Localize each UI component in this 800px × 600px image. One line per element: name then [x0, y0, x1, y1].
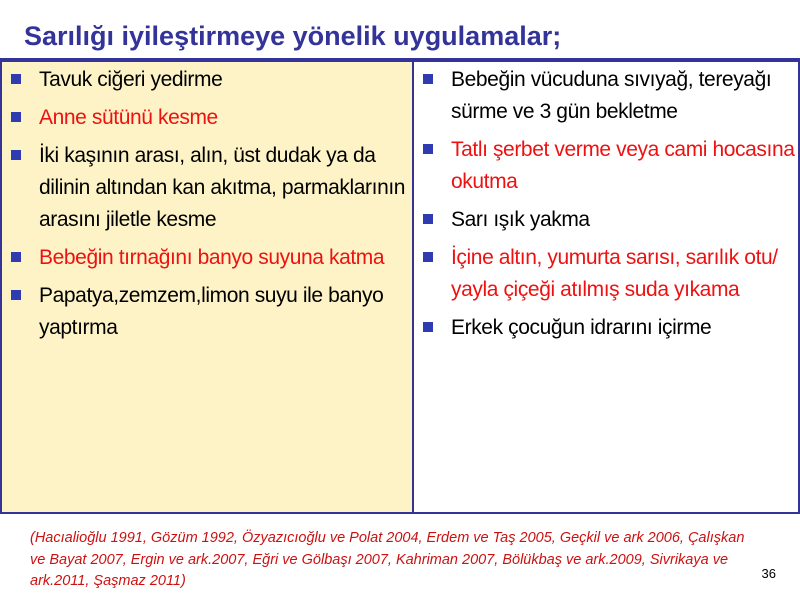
page-number: 36 — [761, 566, 776, 581]
list-item — [414, 134, 798, 198]
list-item — [414, 312, 798, 344]
bullet-text: Erkek çocuğun idrarını içirme — [451, 316, 712, 339]
right-bullet-list — [414, 62, 798, 350]
square-bullet-icon — [423, 252, 433, 262]
bullet-text: İçine altın, yumurta sarısı, sarılık otu/ yayla çiçeği atılmış suda yıkama — [451, 246, 778, 301]
square-bullet-icon — [11, 112, 21, 122]
square-bullet-icon — [423, 74, 433, 84]
slide-title: Sarılığı iyileştirmeye yönelik uygulamalar; — [24, 21, 562, 51]
list-item — [2, 280, 414, 344]
list-item — [2, 242, 414, 274]
square-bullet-icon — [423, 144, 433, 154]
bullet-text: Bebeğin vücuduna sıvıyağ, tereyağı sürme ve 3 gün bekletme — [451, 68, 772, 123]
list-item — [2, 64, 414, 96]
list-item — [2, 102, 414, 134]
bullet-text: İki kaşının arası, alın, üst dudak ya da dilinin altından kan akıtma, parmaklarının arasını jiletle kesme — [39, 144, 406, 231]
square-bullet-icon — [11, 252, 21, 262]
bullet-text: Tatlı şerbet verme veya cami hocasına okutma — [451, 138, 795, 193]
square-bullet-icon — [11, 290, 21, 300]
list-item — [414, 204, 798, 236]
square-bullet-icon — [423, 322, 433, 332]
bullet-text: Sarı ışık yakma — [451, 208, 590, 231]
bullet-text: Anne sütünü kesme — [39, 106, 218, 129]
square-bullet-icon — [11, 74, 21, 84]
left-bullet-list — [2, 62, 414, 350]
list-item — [2, 140, 414, 236]
citation-footnote: (Hacıalioğlu 1991, Gözüm 1992, Özyazıcıoğlu ve Polat 2004, Erdem ve Taş 2005, Geçkil ve ark 2006, Çalışkan ve Bayat 2007, Ergin ve ark.2007, Eğri ve Gölbaşı 2007, Kahriman 2007, Bölükbaş ve ark.2009, Sivrikaya ve ark.2011, Şaşmaz 2011) — [30, 530, 745, 589]
bullet-text: Tavuk ciğeri yedirme — [39, 68, 223, 91]
right-panel — [412, 60, 800, 514]
bullet-text: Papatya,zemzem,limon suyu ile banyo yaptırma — [39, 284, 384, 339]
left-panel — [0, 60, 414, 514]
bullet-text: Bebeğin tırnağını banyo suyuna katma — [39, 246, 385, 269]
square-bullet-icon — [423, 214, 433, 224]
list-item — [414, 64, 798, 128]
square-bullet-icon — [11, 150, 21, 160]
list-item — [414, 242, 798, 306]
